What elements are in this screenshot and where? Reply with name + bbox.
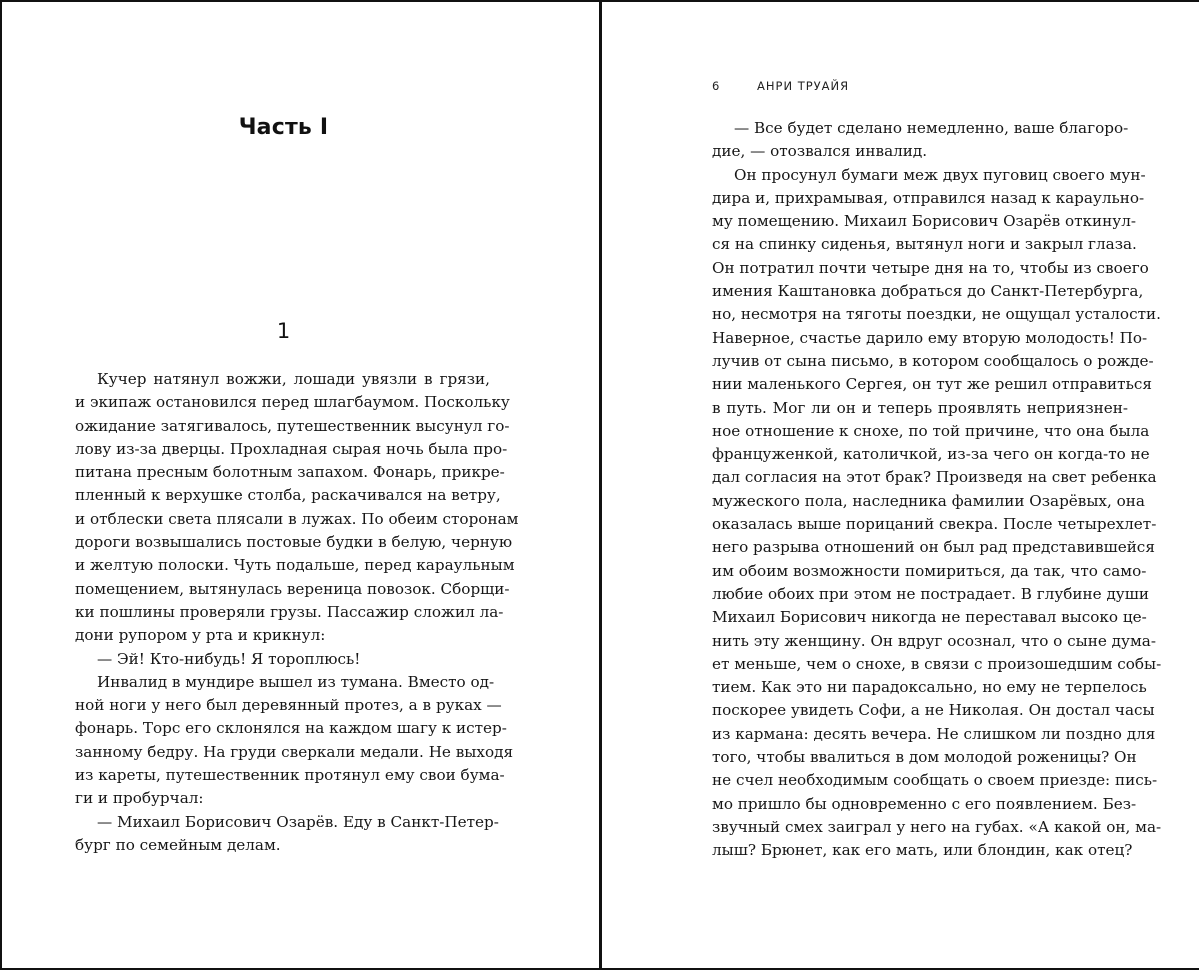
- text-line: помещением, вытянулась вереница повозок. Сборщи-: [75, 579, 510, 598]
- text-line: ет меньше, чем о снохе, в связи с произошедшим собы-: [712, 654, 1162, 673]
- text-line: Кучер натянул вожжи, лошади увязли в грязи,: [97, 370, 490, 388]
- part-title: Часть I: [238, 115, 329, 140]
- text-line: любие обоих при этом не пострадает. В глубине души: [712, 584, 1149, 603]
- text-line: ся на спинку сиденья, вытянул ноги и закрыл глаза.: [712, 235, 1137, 254]
- text-line: му помещению. Михаил Борисович Озарёв откинул-: [712, 212, 1136, 231]
- text-line: тием. Как это ни парадоксально, но ему не терпелось: [712, 678, 1147, 697]
- text-line: француженкой, католичкой, из-за чего он когда-то не: [712, 445, 1150, 464]
- text-line: из кареты, путешественник протянул ему свои бума-: [75, 766, 505, 785]
- author-name: АНРИ ТРУАЙЯ: [757, 79, 850, 93]
- text-line: оказалась выше порицаний свекра. После четырехлет-: [712, 515, 1157, 534]
- text-line: дороги возвышались постовые будки в белую, черную: [75, 533, 513, 552]
- text-line: из кармана: десять вечера. Не слишком ли поздно для: [712, 724, 1156, 743]
- text-line: ки пошлины проверяли грузы. Пассажир сложил ла-: [75, 602, 504, 621]
- text-line: и отблески света плясали в лужах. По обеим сторонам: [75, 509, 519, 528]
- text-line: в путь. Мог ли он и теперь проявлять неприязнен-: [712, 398, 1128, 417]
- text-line: звучный смех заиграл у него на губах. «А какой он, ма-: [712, 817, 1162, 836]
- left-page: [2, 2, 599, 968]
- text-line: Он потратил почти четыре дня на то, чтобы из своего: [712, 258, 1149, 277]
- text-line: ной ноги у него был деревянный протез, а в руках —: [75, 696, 502, 715]
- text-line: Он просунул бумаги меж двух пуговиц своего мун-: [734, 165, 1146, 184]
- text-line: пленный к верхушке столба, раскачивался на ветру,: [75, 486, 501, 505]
- text-line: им обоим возможности помириться, да так, что само-: [712, 561, 1147, 580]
- text-line: и желтую полоски. Чуть подальше, перед караульным: [75, 556, 515, 575]
- text-line: имения Каштановка добраться до Санкт-Петербурга,: [712, 282, 1144, 301]
- text-line: не счел необходимым сообщать о своем приезде: пись-: [712, 771, 1158, 790]
- text-line: мужеского пола, наследника фамилии Озарёвых, она: [712, 491, 1145, 510]
- text-line: лыш? Брюнет, как его мать, или блондин, как отец?: [712, 841, 1133, 860]
- text-line: питана пресным болотным запахом. Фонарь, прикре-: [75, 463, 505, 482]
- right-page: [602, 2, 1199, 968]
- page-number: 6: [712, 79, 721, 93]
- text-line: — Эй! Кто-нибудь! Я тороплюсь!: [97, 649, 361, 668]
- text-line: фонарь. Торс его склонялся на каждом шагу к истер-: [75, 719, 507, 738]
- text-line: и экипаж остановился перед шлагбаумом. Поскольку: [75, 393, 510, 412]
- text-line: поскорее увидеть Софи, а не Николая. Он достал часы: [712, 701, 1155, 720]
- text-line: Михаил Борисович никогда не переставал высоко це-: [712, 608, 1147, 627]
- text-line: дира и, прихрамывая, отправился назад к караульно-: [712, 188, 1145, 207]
- text-line: ожидание затягивалось, путешественник высунул го-: [75, 416, 510, 435]
- text-line: — Михаил Борисович Озарёв. Еду в Санкт-Петер-: [97, 812, 499, 831]
- text-line: но, несмотря на тяготы поездки, не ощущал усталости.: [712, 305, 1161, 324]
- text-line: лову из-за дверцы. Прохладная сырая ночь была про-: [75, 439, 508, 458]
- right-body-text: [712, 117, 1162, 863]
- left-body-text: [75, 368, 519, 857]
- text-line: дал согласия на этот брак? Произведя на свет ребенка: [712, 468, 1157, 487]
- text-line: него разрыва отношений он был рад представившейся: [712, 538, 1155, 557]
- text-line: занному бедру. На груди сверкали медали. Не выходя: [75, 742, 514, 761]
- text-line: Инвалид в мундире вышел из тумана. Вместо од-: [97, 672, 495, 691]
- text-line: дони рупором у рта и крикнул:: [75, 626, 326, 645]
- text-line: дие, — отозвался инвалид.: [712, 142, 928, 161]
- text-line: лучив от сына письмо, в котором сообщалось о рожде-: [712, 351, 1154, 370]
- text-line: Наверное, счастье дарило ему вторую молодость! По-: [712, 328, 1148, 347]
- chapter-number: 1: [276, 319, 291, 343]
- running-head: [712, 79, 849, 93]
- text-line: — Все будет сделано немедленно, ваше благоро-: [734, 119, 1129, 137]
- text-line: того, чтобы ввалиться в дом молодой роженицы? Он: [712, 748, 1137, 767]
- text-line: ги и пробурчал:: [75, 789, 204, 808]
- text-line: нить эту женщину. Он вдруг осознал, что о сыне дума-: [712, 631, 1156, 650]
- text-line: ное отношение к снохе, по той причине, что она была: [712, 421, 1150, 440]
- text-line: бург по семейным делам.: [75, 835, 281, 854]
- text-line: мо пришло бы одновременно с его появлением. Без-: [712, 794, 1137, 813]
- text-line: нии маленького Сергея, он тут же решил отправиться: [712, 375, 1152, 394]
